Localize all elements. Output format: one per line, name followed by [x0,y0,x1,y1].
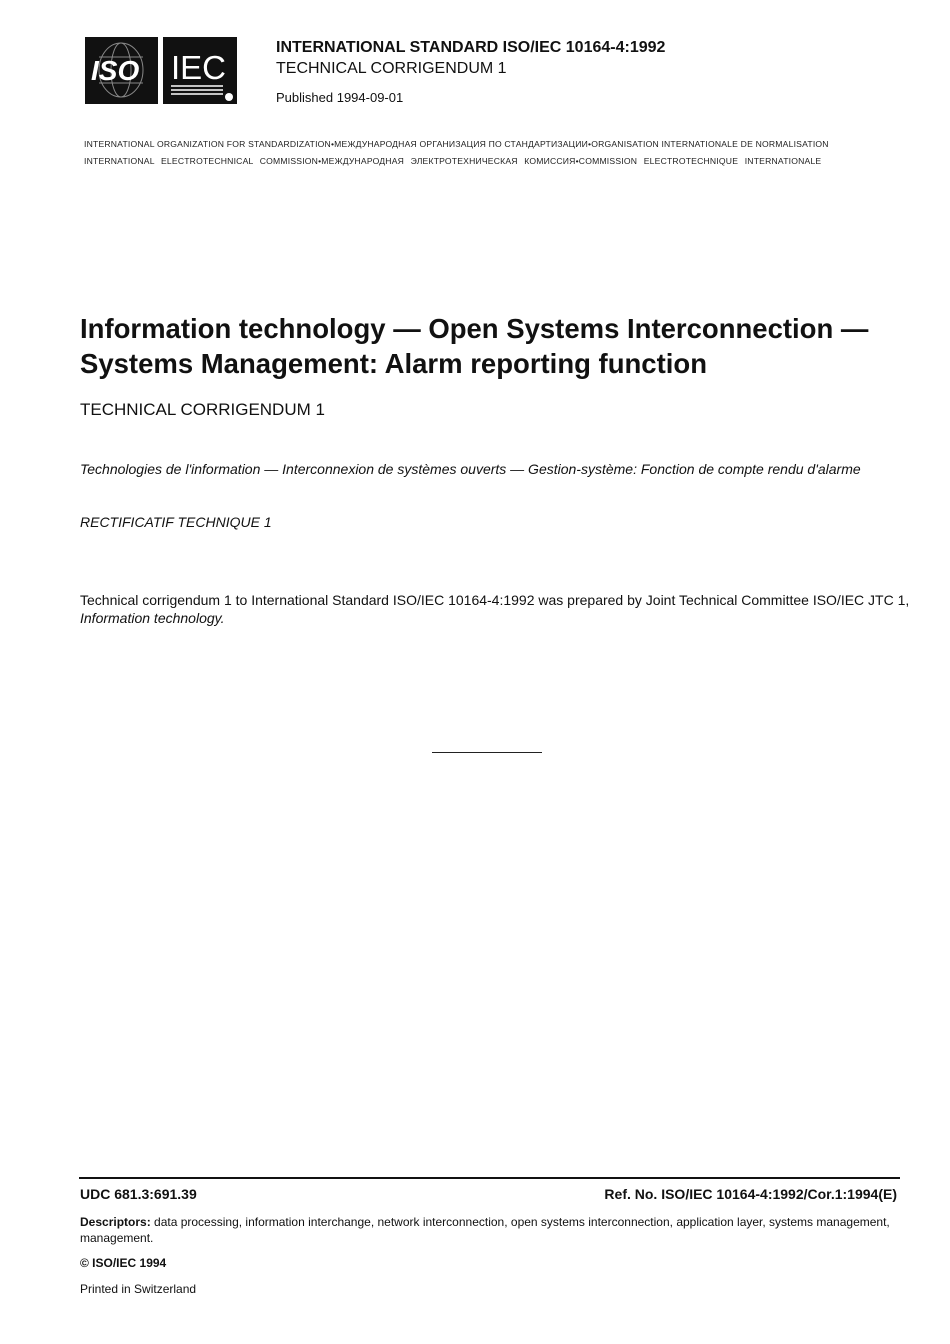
corrigendum-label: TECHNICAL CORRIGENDUM 1 [276,60,507,77]
organization-line-iso: INTERNATIONAL ORGANIZATION FOR STANDARDIZATION•МЕЖДУНАРОДНАЯ ОРГАНИЗАЦИЯ ПО СТАНДАРТИЗАЦИИ•ORGANISATION INTERNATIONALE DE NORMALISATION [84,139,829,149]
footer-rule [79,1177,900,1179]
iso-logo-text: ISO [91,55,140,86]
title-line-1: Information technology — Open Systems Interconnection — [80,313,869,344]
standard-number: INTERNATIONAL STANDARD ISO/IEC 10164-4:1992 [276,39,666,56]
french-title: Technologies de l'information — Interconnexion de systèmes ouverts — Gestion-système: Fonction de compte rendu d'alarme [80,461,861,477]
iso-logo [85,37,158,104]
descriptors-label: Descriptors: [80,1215,151,1229]
document-title [80,311,868,381]
descriptors [80,1214,900,1246]
title-line-2: Systems Management: Alarm reporting function [80,348,707,379]
descriptors-text: data processing, information interchange, network interconnection, open systems interconnection, application layer, systems management, management. [80,1215,890,1245]
body-paragraph [80,591,910,627]
udc-number: UDC 681.3:691.39 [80,1186,197,1202]
publication-date: Published 1994-09-01 [276,90,404,105]
body-italic-text: Information technology. [80,610,225,626]
body-text: Technical corrigendum 1 to International Standard ISO/IEC 10164-4:1992 was prepared by Joint Technical Committee ISO/IEC JTC 1, [80,592,910,608]
copyright-notice: © ISO/IEC 1994 [80,1256,167,1270]
iec-logo [163,37,237,104]
iec-logo-text: IEC [171,49,227,86]
french-subtitle: RECTIFICATIF TECHNIQUE 1 [80,514,272,530]
reference-number: Ref. No. ISO/IEC 10164-4:1992/Cor.1:1994(E) [604,1186,897,1202]
printed-in: Printed in Switzerland [80,1282,197,1296]
document-subtitle: TECHNICAL CORRIGENDUM 1 [80,400,325,419]
organization-line-iec: INTERNATIONAL ELECTROTECHNICAL COMMISSION•МЕЖДУНАРОДНАЯ ЭЛЕКТРОТЕХНИЧЕСКАЯ КОМИССИЯ•COMMISSION ELECTROTECHNIQUE INTERNATIONALE [84,156,822,166]
divider-rule [432,752,542,753]
